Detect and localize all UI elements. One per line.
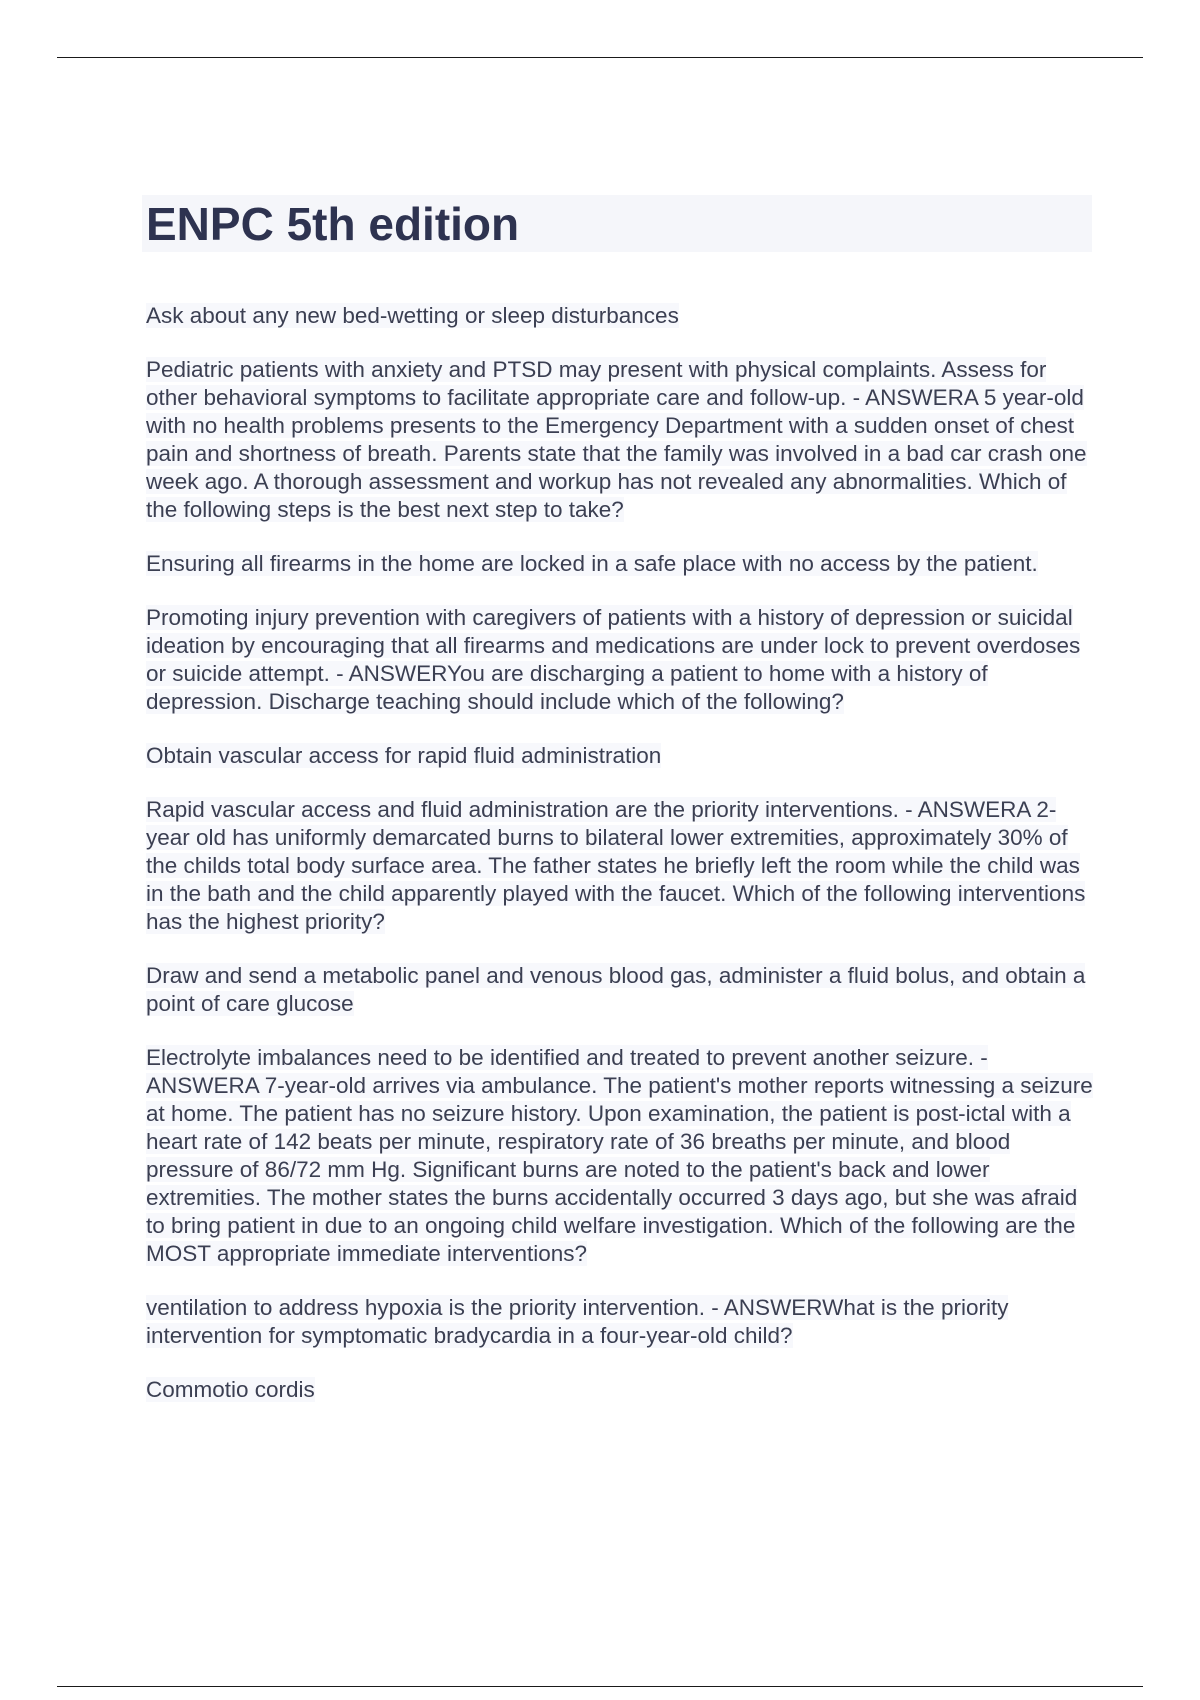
document-title: ENPC 5th edition [146, 198, 520, 250]
paragraph-3-text: Ensuring all firearms in the home are locked in a safe place with no access by the patient. [146, 551, 1038, 576]
paragraph-6-text: Rapid vascular access and fluid administration are the priority interventions. - ANSWERA 2-year old has uniformly demarcated burns to bilateral lower extremities, approximately 30% of the childs total body surface area. The father states he briefly left the room while the child was in the bath and the child apparently played with the faucet. Which of the following interventions has the highest priority? [146, 797, 1086, 934]
paragraph-5-text: Obtain vascular access for rapid fluid administration [146, 743, 662, 768]
paragraph-8 [146, 1044, 1096, 1268]
document-body [146, 302, 1096, 1430]
paragraph-4-text: Promoting injury prevention with caregivers of patients with a history of depression or suicidal ideation by encouraging that all firearms and medications are under lock to prevent overdoses or suicide attempt. - ANSWERYou are discharging a patient to home with a history of depression. Discharge teaching should include which of the following? [146, 605, 1081, 714]
paragraph-2-text: Pediatric patients with anxiety and PTSD may present with physical complaints. Assess for other behavioral symptoms to facilitate appropriate care and follow-up. - ANSWERA 5 year-old with no health problems presents to the Emergency Department with a sudden onset of chest pain and shortness of breath. Parents state that the family was involved in a bad car crash one week ago. A thorough assessment and workup has not revealed any abnormalities. Which of the following steps is the best next step to take? [146, 357, 1087, 522]
top-rule [57, 57, 1143, 58]
paragraph-1 [146, 302, 1096, 330]
paragraph-6 [146, 796, 1096, 936]
paragraph-2 [146, 356, 1096, 524]
paragraph-10 [146, 1376, 1096, 1404]
paragraph-7 [146, 962, 1096, 1018]
paragraph-5 [146, 742, 1096, 770]
bottom-rule [57, 1686, 1143, 1687]
paragraph-3 [146, 550, 1096, 578]
paragraph-4 [146, 604, 1096, 716]
paragraph-9 [146, 1294, 1096, 1350]
paragraph-8-text: Electrolyte imbalances need to be identified and treated to prevent another seizure. - ANSWERA 7-year-old arrives via ambulance. The patient's mother reports witnessing a seizure at home. The patient has no seizure history. Upon examination, the patient is post-ictal with a heart rate of 142 beats per minute, respiratory rate of 36 breaths per minute, and blood pressure of 86/72 mm Hg. Significant burns are noted to the patient's back and lower extremities. The mother states the burns accidentally occurred 3 days ago, but she was afraid to bring patient in due to an ongoing child welfare investigation. Which of the following are the MOST appropriate immediate interventions? [146, 1045, 1093, 1266]
paragraph-9-text: ventilation to address hypoxia is the priority intervention. - ANSWERWhat is the priority intervention for symptomatic bradycardia in a four-year-old child? [146, 1295, 1009, 1348]
paragraph-7-text: Draw and send a metabolic panel and venous blood gas, administer a fluid bolus, and obtain a point of care glucose [146, 963, 1086, 1016]
paragraph-1-text: Ask about any new bed-wetting or sleep disturbances [146, 303, 679, 328]
paragraph-10-text: Commotio cordis [146, 1377, 315, 1402]
